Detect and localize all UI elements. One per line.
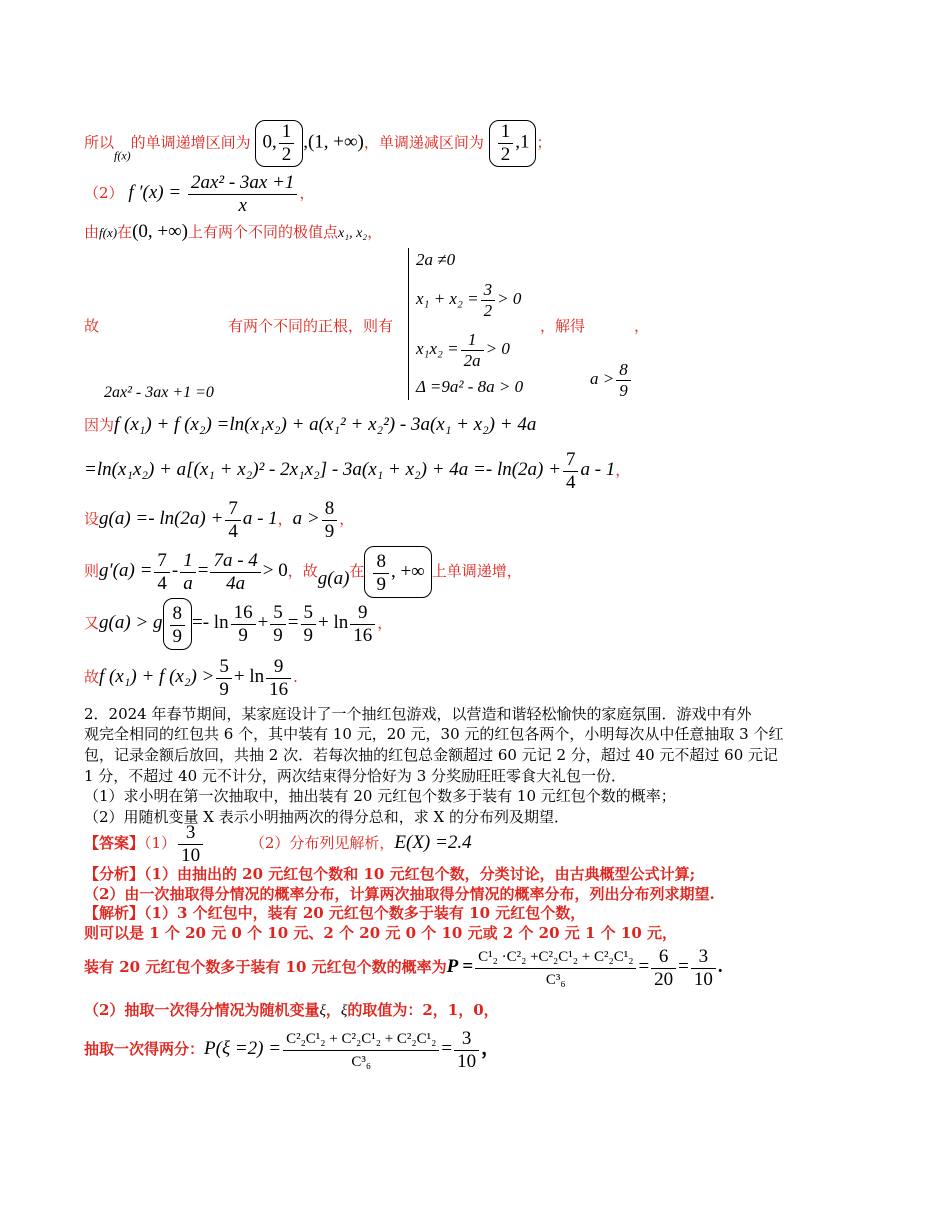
numerator: 7 [225,498,241,521]
problem-line-2: 观完全相同的红包共 6 个，其中装有 10 元，20 元，30 元的红包各两个，小明每次从中任意抽取 3 个红 [84,725,784,743]
numerator: 5 [270,602,286,625]
fraction [225,498,241,543]
fraction [210,550,260,595]
math: f (x₁) + f (x₂) > [99,666,215,687]
text: ，解得 [540,317,586,335]
answer-tag: 【答案】 [84,834,145,852]
math: ,1 [515,131,530,153]
math: x₁x₂ = [416,339,459,358]
text: 故 [84,317,100,335]
denominator: 9 [238,624,248,646]
text: 的取值为：2，1，0， [347,1001,499,1019]
text: 在 [349,562,365,580]
math: , +∞ [390,561,425,582]
math: g(a) =- ln(2a) + [99,508,224,529]
denominator: x [238,194,247,216]
fraction [270,602,286,647]
fraction [498,121,514,166]
system-eq4: Δ =9a² - 8a > 0 [416,377,524,396]
math: E(X) =2.4 [394,832,472,853]
denominator: 4a [226,572,246,594]
solution-line-3 [84,942,723,992]
math: =ln(x₁x₂) + a[(x₁ + x₂)² - 2x₁x₂] - 3a(x₁ + x₂) + 4a =- ln(2a) + [84,459,561,480]
system-eq3 [416,326,510,372]
analysis-line-1 [84,864,695,884]
numerator: 8 [373,551,389,574]
denominator: 9 [376,573,386,595]
text: ， [325,1001,341,1019]
numerator: 8 [616,360,631,381]
line-derivative [84,168,314,218]
numerator: 9 [266,656,291,679]
fraction [616,360,631,401]
line-define-g [84,494,354,544]
text: 装有 20 元红包个数多于装有 10 元红包个数的概率为 [84,958,447,976]
text: 在 [117,223,133,241]
numerator: 1 [498,121,514,144]
line-sum-simplify [84,445,630,495]
fraction [461,330,484,371]
math: ξ [319,1003,326,1019]
numerator: 3 [178,822,203,845]
line-system-end [634,316,649,336]
text: 则 [84,562,100,580]
denominator: 16 [269,678,289,700]
text: ， [634,317,650,335]
numerator: 1 [279,121,295,144]
math: ， [481,1038,501,1059]
system-eq1: 2a ≠0 [416,250,456,269]
fraction [154,550,170,595]
line-monotonic-intervals [84,120,552,165]
solution-line-2: 则可以是 1 个 20 元 0 个 10 元、2 个 20 元 0 个 10 元或 2 个 20 元 1 个 10 元， [84,924,677,942]
line-extreme-points [84,222,382,244]
math: ,(1, +∞) [303,131,364,153]
text: ， [277,510,293,528]
math: + [257,612,269,633]
denominator: 10 [693,968,713,990]
math: a > [292,508,320,529]
text: ，故 [287,562,318,580]
numerator: 3 [454,1028,479,1051]
text: （2）抽取一次得分情况为随机变量 [84,1001,320,1019]
text: （2）分布列见解析， [249,834,395,852]
solution-line-5 [84,1024,500,1074]
line-system-solve [540,316,585,336]
fraction [475,946,636,991]
text: 抽取一次得两分： [84,1040,205,1058]
numerator: C²₂C¹₂ + C²₂C¹₂ + C²₂C¹₂ [283,1028,439,1051]
math: f (x₁) + f (x₂) =ln(x₁x₂) + a(x₁² + x₂²) - 3a(x₁ + x₂) + 4a [114,414,537,435]
text: 的单调递增区间为 [130,133,251,152]
math: - [171,560,179,581]
math: (0, +∞) [132,221,188,242]
fraction [188,172,297,217]
numerator: 3 [691,946,716,969]
denominator: 10 [457,1050,477,1072]
math: > 0 [262,560,288,581]
text: ， [339,510,355,528]
math: . [717,956,723,977]
line-conclusion [84,652,298,702]
quadratic-equation: 2ax² - 3ax +1 =0 [104,384,214,401]
interval-paren [364,546,431,598]
denominator: 9 [303,624,314,646]
fraction [481,280,496,321]
text: 有两个不同的正根，则有 [228,317,394,335]
paren [163,598,193,650]
text: 上单调递增， [431,562,522,580]
line-system-prefix [84,316,99,336]
fraction [266,656,291,701]
fraction [231,602,256,647]
math: =- ln [192,612,229,633]
system-brace [408,248,409,400]
text: 因为 [84,416,115,434]
numerator: 7a - 4 [210,550,260,573]
math: ξ [340,1003,348,1019]
denominator: 2 [281,144,292,165]
math: a - 1 [580,459,616,480]
problem-line-4: 1 分，不超过 40 元不计分，两次结束得分恰好为 3 分奖励旺旺零食大礼包一份． [84,767,627,785]
numerator: 8 [322,498,338,521]
fraction [216,656,232,701]
math: g(a) [317,568,350,589]
math: a > [590,369,615,388]
fraction [283,1028,439,1073]
numerator: 7 [154,550,170,573]
numerator: 6 [651,946,676,969]
text: ， [377,614,393,632]
math: = [638,956,650,977]
text: ， [615,461,631,479]
problem-line-1: 2．2024 年春节期间，某家庭设计了一个抽红包游戏，以营造和谐轻松愉快的家庭氛围．游戏中有外 [84,705,752,723]
question-1: （1）求小明在第一次抽取中，抽出装有 20 元红包个数多于装有 10 元红包个数的概率； [84,787,676,805]
line-g-lower-bound [84,598,392,648]
line-system-mid [228,316,393,336]
math: P(ξ =2) = [204,1038,282,1059]
text: ，单调递减区间为 [363,133,484,152]
fraction [301,602,317,647]
fraction [170,603,186,648]
numerator: 7 [563,449,579,472]
denominator: 16 [353,624,373,646]
text: 设 [84,510,100,528]
math: x₁ + x₂ = [416,289,479,308]
denominator: 20 [654,968,674,990]
text: ， [367,223,383,241]
denominator: a [183,572,193,594]
math: > 0 [485,339,510,358]
denominator: 9 [219,678,229,700]
numerator: 1 [180,550,196,573]
math: > 0 [497,289,522,308]
system-eq2 [416,276,521,322]
denominator: 9 [619,380,628,400]
math: 0, [262,131,277,153]
numerator: 9 [350,602,375,625]
fraction [454,1028,479,1073]
solution-tag: 【解析】 [84,904,145,922]
numerator: 3 [481,280,496,301]
denominator: C³₆ [545,971,566,988]
fraction [651,946,676,991]
question-2: （2）用随机变量 X 表示小明抽两次的得分总和，求 X 的分布列及期望． [84,808,569,826]
denominator: 10 [181,844,201,866]
analysis-line-2: （2）由一次抽取得分情况的概率分布，计算两次抽取得分情况的概率分布，列出分布列求期望. [84,885,715,903]
fraction [178,822,203,867]
analysis-tag: 【分析】 [84,865,145,883]
interval-paren [489,120,537,167]
numerator: 16 [231,602,256,625]
fraction [691,946,716,991]
text: 又 [84,614,100,632]
text: （1）由抽出的 20 元红包个数和 10 元红包个数，分类讨论，由古典概型公式计算; [144,865,696,883]
text: （1） [144,834,177,852]
text: （2） [84,184,124,202]
numerator: C¹₂ ·C²₂ +C²₂C¹₂ + C²₂C¹₂ [475,946,636,969]
denominator: C³₆ [351,1053,372,1070]
line-g-derivative [84,546,522,596]
answer-line [84,818,472,868]
text: 所以 [84,133,115,152]
text: . [293,668,298,686]
math: P = [446,956,474,977]
math: x₁, x₂ [338,226,368,241]
denominator: 4 [565,471,576,493]
math: g(a) > g [99,612,163,633]
fraction [279,121,295,166]
problem-line-3: 包，记录金额后放回，共抽 2 次．若每次抽的红包总金额超过 60 元记 2 分，超过 40 元不超过 60 元记 [84,746,779,764]
text: 由 [84,223,100,241]
fraction [322,498,338,543]
math: g′(a) = [99,560,153,581]
math: f ′(x) = [128,182,182,203]
fraction [563,449,579,494]
denominator: 2 [483,300,493,320]
denominator: 4 [157,572,167,594]
math: + ln [233,666,265,687]
math: = [287,612,299,633]
math: a - 1 [242,508,278,529]
text: ， [299,184,315,202]
math: f(x) [99,225,118,240]
math: = [441,1038,453,1059]
math-fx: f(x) [114,148,131,163]
interval-paren [255,120,303,167]
denominator: 2 [500,144,511,165]
numerator: 1 [461,330,484,351]
solution-a [590,356,633,402]
math: = [678,956,689,977]
text: 故 [84,668,100,686]
line-sum-fx [84,412,536,438]
numerator: 2ax² - 3ax +1 [188,172,297,195]
solution-line-4 [84,1000,499,1021]
denominator: 9 [273,624,283,646]
math: + ln [318,612,349,633]
numerator: 5 [216,656,232,679]
denominator: 4 [228,520,238,542]
text: 上有两个不同的极值点 [188,223,339,241]
text: （1）3 个红包中，装有 20 元红包个数多于装有 10 元红包个数， [144,904,586,922]
numerator: 5 [301,602,317,625]
text: ； [536,133,552,152]
solution-line-1 [84,903,585,923]
fraction [373,551,389,596]
denominator: 2a [463,350,481,370]
denominator: 9 [172,625,182,647]
denominator: 9 [324,520,335,542]
numerator: 8 [170,603,186,626]
math: = [197,560,209,581]
fraction [180,550,196,595]
fraction [350,602,375,647]
